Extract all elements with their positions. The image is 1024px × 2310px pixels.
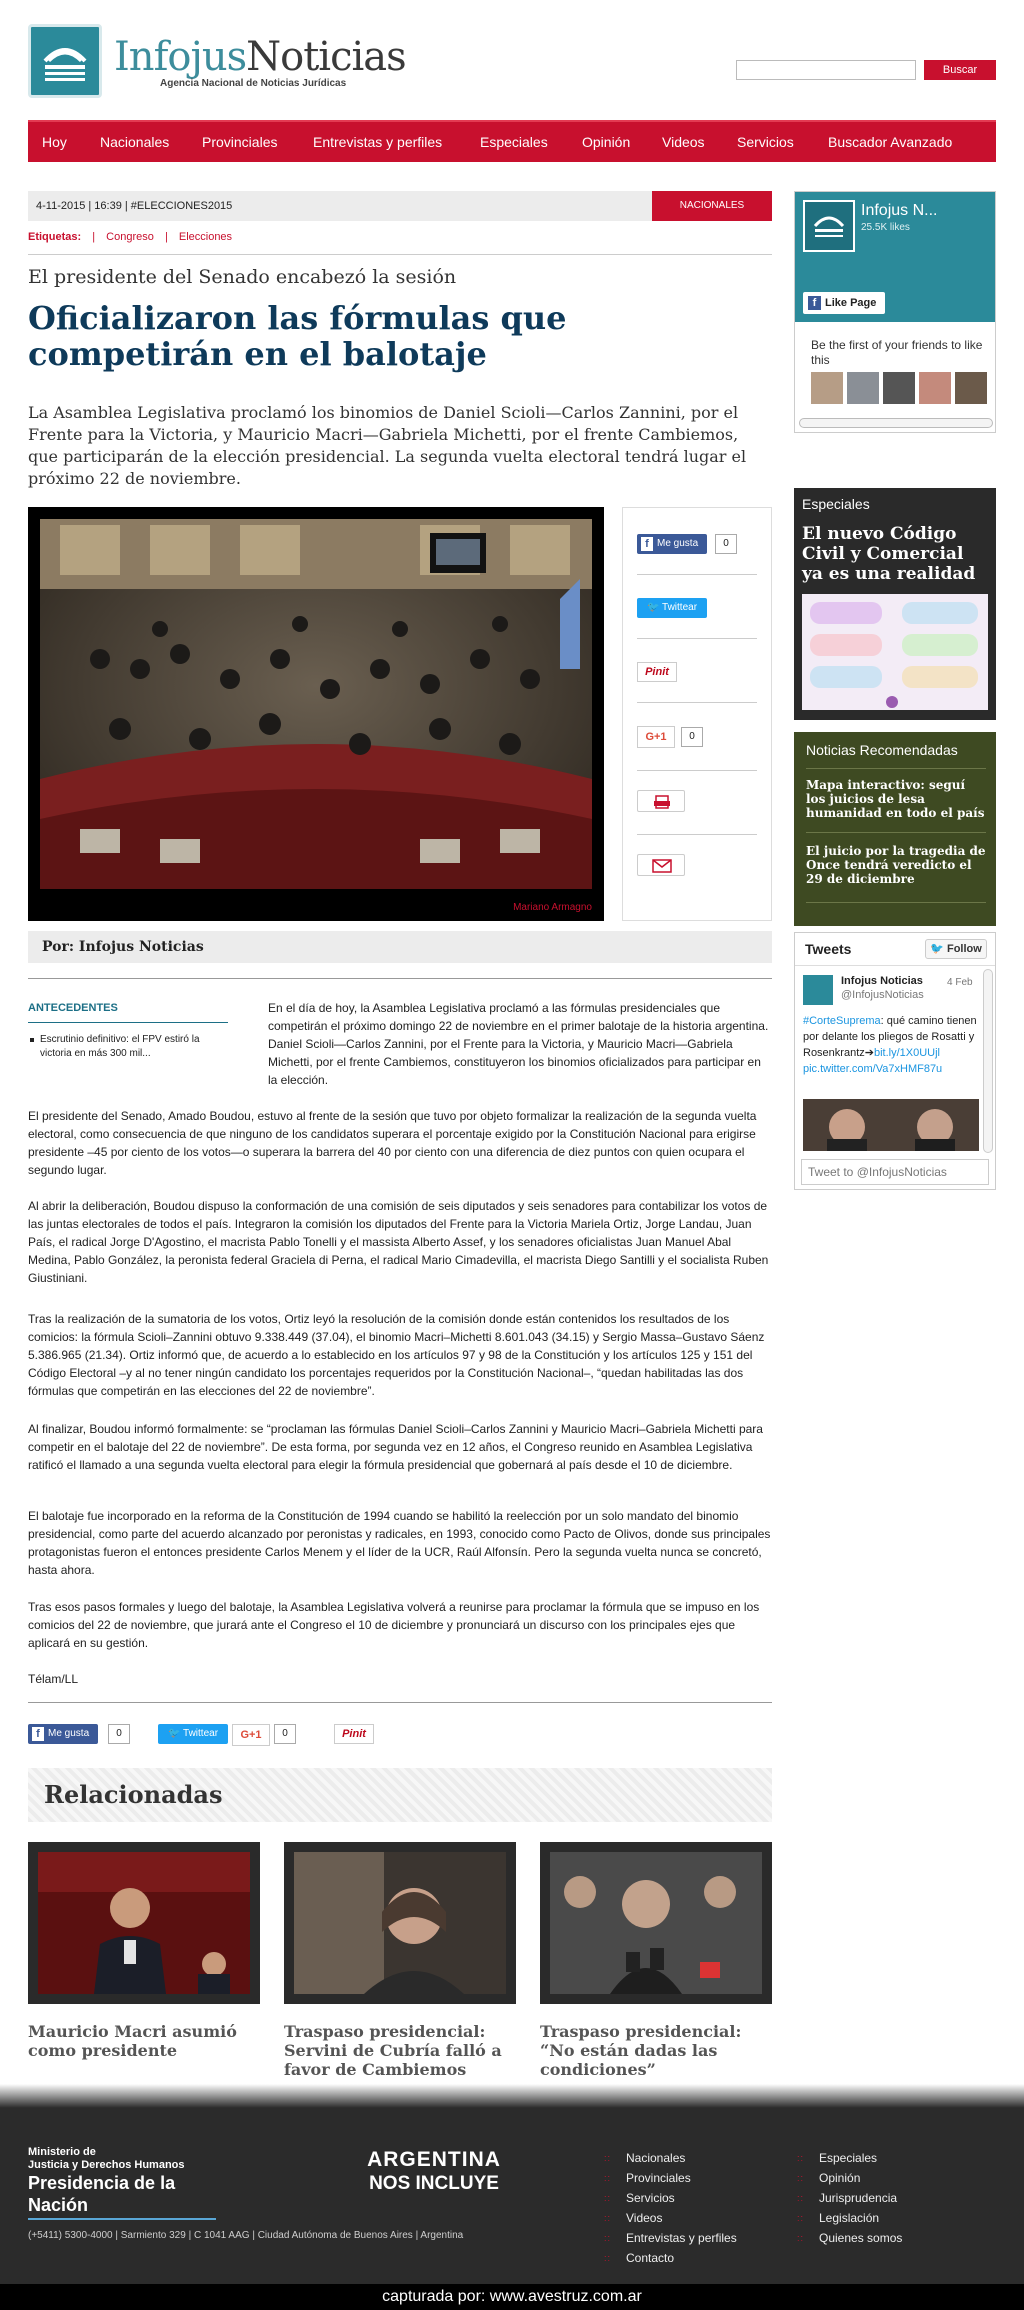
divider [28, 254, 772, 255]
bullet-icon: :: [604, 2193, 612, 2203]
facebook-faces [811, 372, 991, 404]
nav-item-buscador-avanzado[interactable]: Buscador Avanzado [828, 134, 953, 150]
tweet-label: Twittear [183, 1728, 219, 1739]
related-card[interactable] [540, 1842, 772, 2079]
gplus-button[interactable]: G+1 [637, 726, 675, 748]
argentina-logo[interactable] [364, 2148, 504, 2196]
footer-links-col-1 [604, 2148, 737, 2268]
footer-link-label: Legislación [819, 2211, 880, 2225]
facebook-like-button[interactable] [28, 1724, 98, 1744]
labels-title: Etiquetas: [28, 231, 82, 243]
twitter-avatar[interactable] [803, 975, 833, 1005]
nav-item-nacionales[interactable]: Nacionales [100, 134, 170, 150]
bullet-icon: :: [604, 2213, 612, 2223]
share-row-like [637, 534, 757, 554]
tweet-hashtag[interactable]: #CorteSuprema [803, 1015, 881, 1027]
site-footer [0, 2108, 1024, 2284]
footer-link[interactable] [797, 2168, 902, 2188]
bullet-icon: :: [604, 2173, 612, 2183]
divider [806, 902, 986, 903]
antecedentes-title: ANTECEDENTES [28, 1002, 228, 1023]
nav-item-entrevistas[interactable]: Entrevistas y perfiles [313, 134, 443, 150]
argentina-line-1: ARGENTINA [367, 2148, 501, 2171]
recomendadas-title: Noticias Recomendadas [806, 742, 958, 758]
share-row-print [637, 790, 757, 810]
search-button[interactable]: Buscar [924, 60, 996, 80]
argentina-line-2: NOS INCLUYE [369, 2173, 499, 2194]
nav-item-especiales[interactable]: Especiales [480, 134, 548, 150]
footer-link-label: Servicios [626, 2191, 675, 2205]
facebook-icon: f [641, 537, 653, 551]
bullet-icon: :: [604, 2153, 612, 2163]
relacionadas-header [28, 1768, 772, 1822]
divider [637, 834, 757, 835]
article-photo-frame [28, 507, 604, 921]
tweet-to-input[interactable]: Tweet to @InfojusNoticias [801, 1159, 989, 1185]
like-count: 0 [108, 1724, 130, 1744]
share-row-tweet [637, 598, 757, 618]
related-image[interactable] [284, 1842, 516, 2004]
nav-item-videos[interactable]: Videos [662, 134, 705, 150]
article-meta-bar [28, 191, 772, 221]
tweet-button[interactable] [158, 1724, 228, 1744]
recomendada-link[interactable]: El juicio por la tragedia de Once tendrá veredicto el 29 de diciembre [806, 844, 986, 886]
main-nav [28, 120, 996, 162]
related-image[interactable] [540, 1842, 772, 2004]
photo-credit: Mariano Armagno [513, 902, 592, 913]
footer-link[interactable] [604, 2228, 737, 2248]
share-row-pin [637, 662, 757, 682]
byline-text: Por: Infojus Noticias [42, 939, 204, 955]
share-row-email [637, 854, 757, 874]
divider [28, 1702, 772, 1703]
twitter-follow-button[interactable] [925, 939, 987, 959]
facebook-friends-text: Be the first of your friends to like this [811, 338, 983, 367]
like-label: Me gusta [657, 538, 699, 549]
especiales-box[interactable] [794, 488, 996, 720]
ministerio-logo[interactable] [28, 2146, 228, 2220]
footer-link-label: Nacionales [626, 2151, 686, 2165]
bullet-icon: :: [604, 2253, 612, 2263]
facebook-page-logo-icon[interactable] [803, 200, 855, 252]
share-box [622, 507, 772, 921]
article-lead: La Asamblea Legislativa proclamó los binomios de Daniel Scioli—Carlos Zannini, por el Frente para la Victoria, y Mauricio Macri—Gabriela Michetti, por el frente Cambiemos, que participarán de la elección presidencial. La segunda vuelta electoral tendrá lugar el próximo 22 de noviembre. [28, 403, 747, 488]
avatar[interactable] [811, 372, 843, 404]
bullet-icon: :: [797, 2233, 805, 2243]
tweet-body: : qué camino tienen por delante los pliegos de Rosatti y Rosenkrantz➔ [803, 1015, 977, 1059]
divider [637, 770, 757, 771]
like-count: 0 [715, 534, 737, 554]
especiales-image[interactable] [802, 594, 988, 710]
article-paragraph: Al finalizar, Boudou informó formalmente: se “proclaman las fórmulas Daniel Scioli–Carlos Zannini y Mauricio Macri–Gabriela Michetti para competir en el balotaje del 22 de noviembre”. De esta forma, por segunda vez en 12 años, el Congreso reunido en Asamblea Legislativa ratificó el llamado a una segunda vuelta electoral para elegir la fórmula presidencial que gobernará al país desde el 10 de diciembre. [28, 1422, 763, 1472]
bullet-icon: :: [797, 2173, 805, 2183]
divider [806, 832, 986, 833]
article-intro: En el día de hoy, la Asamblea Legislativa proclamó a las fórmulas presidenciales que competirán el próximo domingo 22 de noviembre en el primer balotaje de la historia argentina. Daniel Scioli—Carlos Zannini, por el Frente para la Victoria, y Mauricio Macri—Gabriela Michetti, por el frente Cambiemos, constituyeron los binomios oficializados para participar en la elección. [268, 1001, 769, 1087]
footer-link[interactable] [604, 2208, 737, 2228]
facebook-like-page-button[interactable] [803, 292, 885, 314]
related-title[interactable]: Mauricio Macri asumió como presidente [28, 2022, 237, 2060]
footer-link-label: Quienes somos [819, 2231, 903, 2245]
footer-shadow [0, 2084, 1024, 2108]
facebook-icon: f [32, 1727, 44, 1741]
labels-separator: | [92, 231, 96, 243]
avatar[interactable] [883, 372, 915, 404]
footer-links-col-2 [797, 2148, 902, 2248]
search-input[interactable] [736, 60, 916, 80]
footer-link[interactable] [797, 2228, 902, 2248]
pinit-button[interactable]: Pinit [334, 1724, 374, 1744]
tweet-text [803, 1013, 979, 1077]
nav-item-hoy[interactable]: Hoy [42, 134, 67, 150]
footer-link-label: Jurisprudencia [819, 2191, 898, 2205]
pinit-button[interactable]: Pinit [637, 662, 677, 682]
tweet-link[interactable]: bit.ly/1X0UUjl [873, 1047, 940, 1059]
article-paragraph: Tras la realización de la sumatoria de los votos, Ortiz leyó la resolución de la comisión donde están contenidos los resultados de los comicios: la fórmula Scioli–Zannini obtuvo 9.338.449 (37.04), el binomio Macri–Michetti 8.601.043 (34.15) y Sergio Massa–Gustavo Sáenz 5.386.965 (21.34). Ortiz informó que, de acuerdo a lo establecido en los artículos 97 y 98 de la Constitución y los artículos 125 y 151 del Código Electoral –y al no tener ningún candidato los porcentajes requeridos por la Constitución Nacional–, “quedan habilitadas las dos fórmulas que competirán en las elecciones del 22 de noviembre”. [28, 1312, 765, 1398]
ministerio-line-2: Justicia y Derechos Humanos [28, 2159, 185, 2171]
footer-link-label: Provinciales [626, 2171, 691, 2185]
infojus-logo-icon[interactable] [28, 24, 102, 98]
facebook-likes-count: 25.5K likes [861, 222, 910, 233]
footer-link[interactable] [604, 2188, 737, 2208]
tweet-pic-link[interactable]: pic.twitter.com/Va7xHMF87u [803, 1063, 943, 1075]
article-paragraph: Al abrir la deliberación, Boudou dispuso la conformación de una comisión de seis diputados y seis senadores para contabilizar los votos de las juntas electorales de todos el país. Integraron la comisión los diputados del Frente para la Victoria Mariela Ortiz, Jorge Landau, Juan País, el radical Jorge D'Agostino, el macrista Pablo Tonelli y el massista Alberto Assef, y los senadores oficialistas Juan Manuel Abal Medina, Pablo González, la peronista federal Graciela di Perna, el radical Mario Cimadevilla, el macrista Diego Santilli y el socialista Ruben Giustiniani. [28, 1199, 769, 1285]
antecedentes-box [28, 1002, 228, 1061]
related-image[interactable] [28, 1842, 260, 2004]
footer-link[interactable] [604, 2148, 737, 2168]
twitter-widget [794, 932, 996, 1190]
divider [806, 768, 986, 769]
relacionadas-title: Relacionadas [44, 1780, 223, 1809]
email-icon [638, 855, 686, 877]
related-card[interactable] [284, 1842, 516, 2079]
site-logo-text[interactable] [114, 34, 406, 80]
related-card[interactable] [28, 1842, 260, 2060]
facebook-icon: f [808, 296, 821, 310]
article-byline [28, 931, 772, 963]
twitter-handle[interactable]: @InfojusNoticias [841, 989, 924, 1001]
label-elecciones[interactable]: Elecciones [178, 231, 233, 243]
recomendadas-box [794, 732, 996, 926]
like-page-label: Like Page [825, 297, 877, 309]
footer-address: (+5411) 5300-4000 | Sarmiento 329 | C 1041 AAG | Ciudad Autónoma de Buenos Aires | Argentina [28, 2230, 464, 2241]
twitter-name[interactable]: Infojus Noticias [841, 975, 923, 987]
nav-item-opinion[interactable]: Opinión [582, 134, 631, 150]
ministerio-line-1: Ministerio de [28, 2146, 96, 2158]
related-title[interactable]: Traspaso presidencial: “No están dadas las condiciones” [540, 2022, 742, 2079]
article-kicker: El presidente del Senado encabezó la sesión [28, 266, 457, 288]
footer-link-label: Opinión [819, 2171, 861, 2185]
bullet-icon: :: [797, 2193, 805, 2203]
follow-label: Follow [946, 943, 982, 955]
footer-link[interactable] [797, 2188, 902, 2208]
like-label: Me gusta [48, 1728, 90, 1739]
avatar[interactable] [847, 372, 879, 404]
especiales-headline[interactable]: El nuevo Código Civil y Comercial ya es una realidad [802, 524, 976, 584]
bullet-icon: :: [797, 2153, 805, 2163]
recomendada-link[interactable]: Mapa interactivo: seguí los juicios de lesa humanidad en todo el país [806, 778, 985, 820]
presidencia-text: Presidencia de la Nación [28, 2173, 176, 2215]
footer-link[interactable] [797, 2148, 902, 2168]
article-date: 4-11-2015 | 16:39 | #ELECCIONES2015 [36, 200, 233, 212]
twitter-title: Tweets [805, 941, 852, 957]
facebook-page-widget [794, 191, 996, 433]
article-paragraph: El presidente del Senado, Amado Boudou, estuvo al frente de la sesión que tuvo por objeto formalizar la realización de la segunda vuelta electoral, como consecuencia de que ninguno de los candidatos superara el porcentaje exigido por la Constitución Nacional para erigirse presidente –45 por ciento de los votos—o superara la barrera del 40 por ciento con una diferencia de diez puntos con quien ocupara el segundo lugar. [28, 1109, 757, 1177]
footer-link-label: Contacto [626, 2251, 675, 2265]
article-labels [28, 231, 232, 243]
gplus-count: 0 [681, 727, 703, 747]
tweet-label: Twittear [662, 602, 698, 613]
capture-watermark: capturada por: www.avestruz.com.ar [0, 2284, 1024, 2310]
print-icon [638, 791, 686, 813]
article-headline: Oficializaron las fórmulas que competirán en el balotaje [28, 299, 567, 373]
tweet-image[interactable] [803, 1099, 979, 1151]
tweet-date[interactable]: 4 Feb [947, 977, 973, 988]
gplus-count: 0 [274, 1724, 296, 1744]
section-badge[interactable]: NACIONALES [652, 191, 772, 221]
especiales-title: Especiales [802, 496, 870, 512]
nav-item-servicios[interactable]: Servicios [737, 134, 794, 150]
twitter-icon: 🐦 [930, 943, 947, 955]
facebook-cover[interactable] [795, 192, 995, 322]
footer-link[interactable] [797, 2208, 902, 2228]
divider [637, 702, 757, 703]
share-row-gplus [637, 726, 757, 746]
article-paragraph: Tras esos pasos formales y luego del balotaje, la Asamblea Legislativa volverá a reunirse para proclamar la fórmula que se impuso en los comicios del 22 de noviembre, que jurará ante el Congreso el 10 de diciembre y pronunciará un discurso con los principales ejes que aplicará en su gestión. [28, 1600, 760, 1650]
antecedentes-link[interactable]: Escrutinio definitivo: el FPV estiró la victoria en más 300 mil... [28, 1033, 228, 1061]
tweet-button[interactable] [637, 598, 707, 618]
logo-infojus: Infojus [114, 34, 247, 80]
article-paragraph: El balotaje fue incorporado en la reforma de la Constitución de 1994 cuando se habilitó la reelección por un solo mandato del binomio presidencial, como parte del acuerdo alcanzado por peronistas y radicales, en 1993, conocido como Pacto de Olivos, donde sus principales protagonistas fueron el entonces presidente Carlos Menem y el líder de la UCR, Raúl Alfonsín. Pero la segunda vuelta nunca se concretó, hasta ahora. [28, 1509, 771, 1577]
avatar[interactable] [955, 372, 987, 404]
divider [637, 638, 757, 639]
bullet-icon: :: [604, 2233, 612, 2243]
related-title[interactable]: Traspaso presidencial: Servini de Cubría falló a favor de Cambiemos [284, 2022, 502, 2079]
site-header [28, 24, 996, 100]
facebook-like-button[interactable] [637, 534, 707, 554]
print-button[interactable] [637, 790, 685, 812]
facebook-scrollbar[interactable] [799, 418, 993, 428]
footer-link[interactable] [604, 2168, 737, 2188]
divider [637, 574, 757, 575]
avatar[interactable] [919, 372, 951, 404]
divider [28, 978, 772, 979]
twitter-scrollbar[interactable] [983, 969, 993, 1153]
footer-link[interactable] [604, 2248, 737, 2268]
twitter-icon: 🐦 [167, 1728, 184, 1739]
article-signature: Télam/LL [28, 1672, 79, 1686]
article-photo [40, 519, 592, 889]
divider [795, 965, 995, 966]
bottom-share-bar [28, 1724, 772, 1746]
twitter-icon: 🐦 [646, 602, 663, 613]
footer-link-label: Videos [626, 2211, 663, 2225]
label-congreso[interactable]: Congreso [106, 231, 154, 243]
logo-underline [28, 2218, 216, 2220]
facebook-page-name[interactable]: Infojus N... [861, 202, 938, 219]
gplus-button[interactable]: G+1 [232, 1724, 270, 1746]
bullet-icon: :: [797, 2213, 805, 2223]
nav-item-provinciales[interactable]: Provinciales [202, 134, 278, 150]
footer-link-label: Entrevistas y perfiles [626, 2231, 737, 2245]
footer-link-label: Especiales [819, 2151, 878, 2165]
logo-noticias: Noticias [246, 34, 406, 80]
logo-tagline: Agencia Nacional de Noticias Jurídicas [160, 78, 347, 89]
email-button[interactable] [637, 854, 685, 876]
labels-separator: | [164, 231, 168, 243]
